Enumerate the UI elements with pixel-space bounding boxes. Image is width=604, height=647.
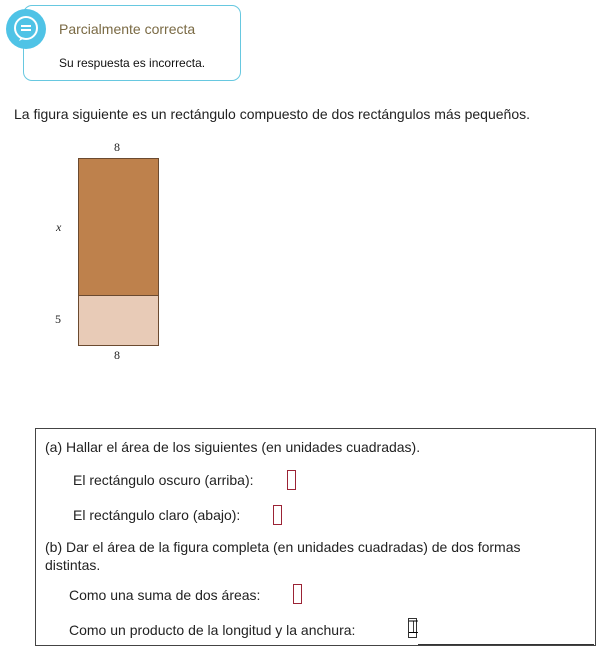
text-cursor-icon: ⌶ <box>408 617 419 638</box>
light-rect-answer-input[interactable] <box>273 505 282 525</box>
part-b-prompt-continued: distintas. <box>45 557 101 573</box>
dark-height-label: x <box>56 220 62 234</box>
product-label: Como un producto de la longitud y la anchura: <box>69 622 356 638</box>
sum-label: Como una suma de dos áreas: <box>69 587 261 603</box>
dark-rect-answer-input[interactable] <box>287 470 296 490</box>
feedback-panel <box>23 5 241 81</box>
chat-bubble-icon <box>6 9 46 49</box>
part-b-prompt: (b) Dar el área de la figura completa (en unidades cuadradas) de dos formas <box>45 539 521 555</box>
feedback-title: Parcialmente correcta <box>59 21 196 37</box>
light-height-label: 5 <box>55 312 61 326</box>
light-rect-label: El rectángulo claro (abajo): <box>73 507 241 523</box>
part-a-prompt: (a) Hallar el área de los siguientes (en unidades cuadradas). <box>45 439 421 455</box>
feedback-message: Su respuesta es incorrecta. <box>59 56 206 70</box>
problem-statement: La figura siguiente es un rectángulo compuesto de dos rectángulos más pequeños. <box>14 106 531 122</box>
sum-answer-input[interactable] <box>293 584 302 604</box>
top-width-label: 8 <box>114 140 120 154</box>
dark-rectangle <box>78 158 159 296</box>
question-panel <box>35 428 596 646</box>
product-answer-input[interactable] <box>408 618 417 638</box>
divider <box>418 644 594 645</box>
dark-rect-label: El rectángulo oscuro (arriba): <box>73 472 254 488</box>
bottom-width-label: 8 <box>114 348 120 362</box>
light-rectangle <box>78 295 159 346</box>
